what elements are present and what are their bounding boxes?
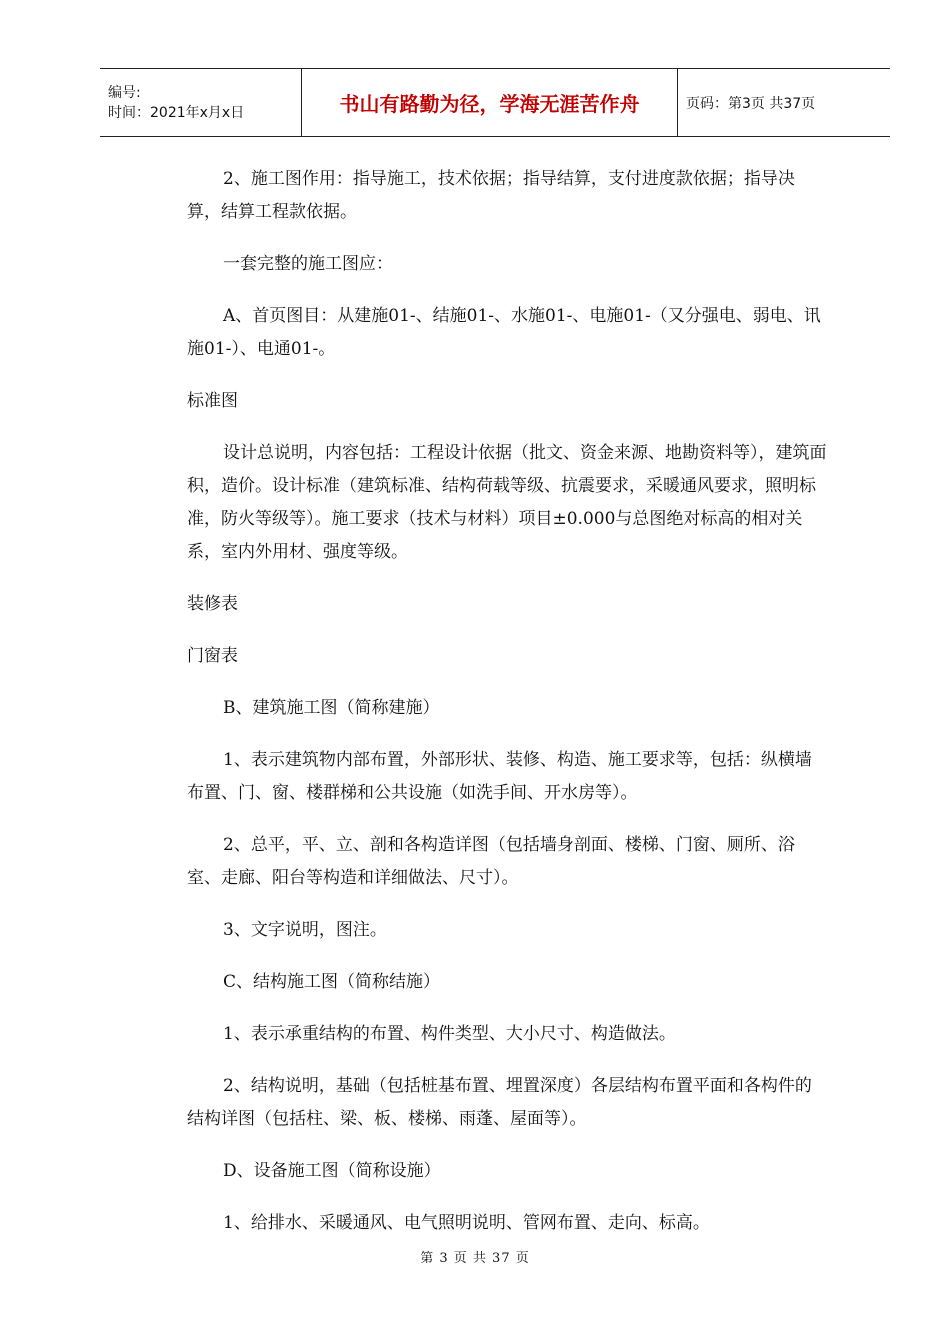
paragraph: 2、总平，平、立、剖和各构造详图（包括墙身剖面、楼梯、门窗、厕所、浴室、走廊、阳台等构造和详细做法、尺寸）。 [187,835,795,888]
header-meta [100,69,301,136]
paragraph: 3、文字说明，图注。 [223,920,387,940]
header-motto: 书山有路勤为径，学海无涯苦作舟 [301,69,678,136]
document-body [187,163,827,1259]
paragraph: 1、表示建筑物内部布置，外部形状、装修、构造、施工要求等，包括：纵横墙布置、门、窗、楼群梯和公共设施（如洗手间、开水房等）。 [187,750,812,803]
paragraph: 门窗表 [187,646,238,666]
document-date: 时间：2021年x月x日 [108,104,245,121]
page-footer: 第 3 页 共 37 页 [420,1251,530,1266]
paragraph: 一套完整的施工图应： [223,254,393,274]
paragraph: B、建筑施工图（简称建施） [223,698,440,718]
paragraph: 2、施工图作用：指导施工，技术依据；指导结算，支付进度款依据；指导决算，结算工程款依据。 [187,169,795,222]
page-header [100,68,890,137]
paragraph: 标准图 [187,391,238,411]
paragraph: C、结构施工图（简称结施） [223,972,441,992]
paragraph: 2、结构说明，基础（包括桩基布置、埋置深度）各层结构布置平面和各构件的结构详图（包括柱、梁、板、楼梯、雨蓬、屋面等）。 [187,1076,812,1129]
document-number-label: 编号: [108,84,141,101]
paragraph: A、首页图目：从建施01-、结施01-、水施01-、电施01-（又分强电、弱电、讯施01-）、电通01-。 [187,306,821,359]
paragraph: 1、表示承重结构的布置、构件类型、大小尺寸、构造做法。 [223,1024,676,1044]
header-page-code: 页码：第3页 共37页 [686,95,816,112]
paragraph: 1、给排水、采暖通风、电气照明说明、管网布置、走向、标高。 [223,1213,710,1233]
paragraph: D、设备施工图（简称设施） [223,1161,441,1181]
paragraph: 设计总说明，内容包括：工程设计依据（批文、资金来源、地勘资料等），建筑面积，造价。设计标准（建筑标准、结构荷载等级、抗震要求，采暖通风要求，照明标准，防火等级等）。施工要求（技术与材料）项目±0.000与总图绝对标高的相对关系，室内外用材、强度等级。 [187,443,827,562]
paragraph: 装修表 [187,594,238,614]
